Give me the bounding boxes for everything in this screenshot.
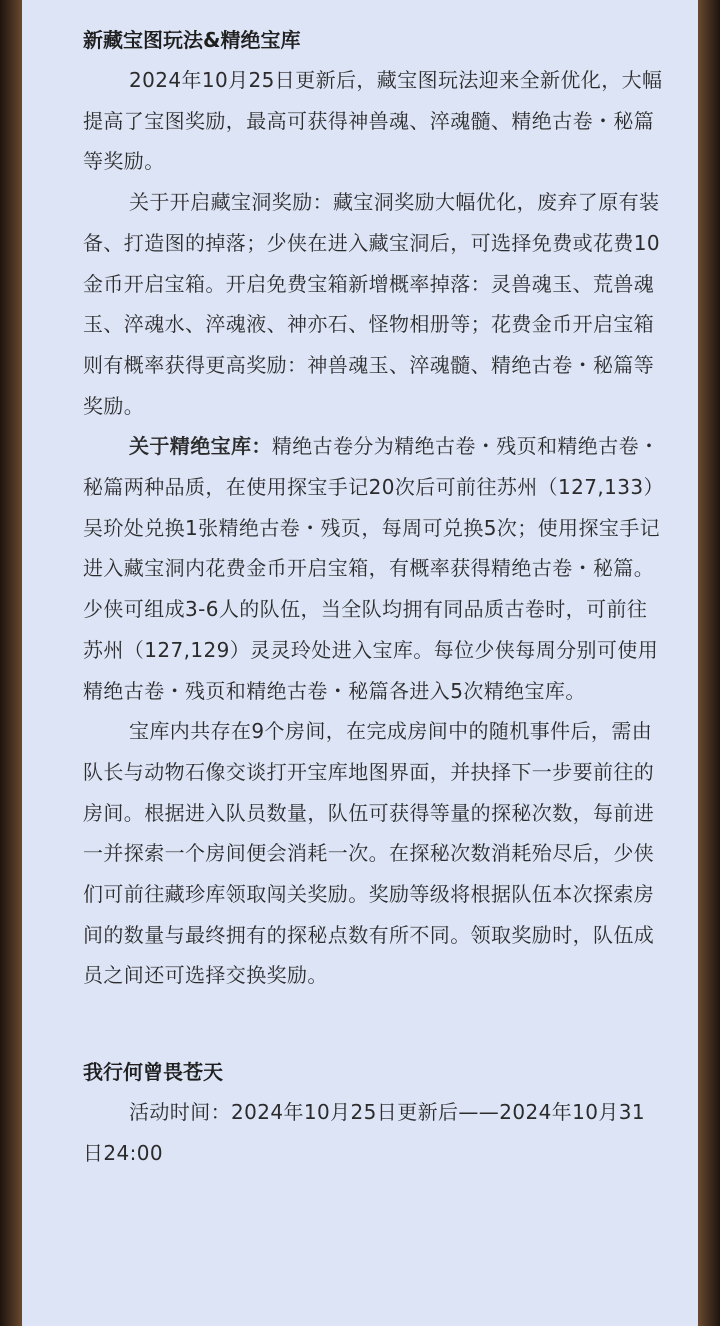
paragraph-lead-bold: 关于精绝宝库： — [129, 434, 272, 459]
paragraph-jingjue-vault — [83, 426, 663, 711]
section-heading-event: 我行何曾畏苍天 — [83, 1060, 223, 1085]
section-spacer — [83, 996, 663, 1052]
paragraph-update-intro: 2024年10月25日更新后，藏宝图玩法迎来全新优化，大幅提高了宝图奖励，最高可获得神兽魂、淬魂髓、精绝古卷・秘篇等奖励。 — [83, 68, 663, 174]
paragraph-cave-rewards: 关于开启藏宝洞奖励：藏宝洞奖励大幅优化，废弃了原有装备、打造图的掉落；少侠在进入藏宝洞后，可选择免费或花费10金币开启宝箱。开启免费宝箱新增概率掉落：灵兽魂玉、荒兽魂玉、淬魂水、淬魂液、神亦石、怪物相册等；花费金币开启宝箱则有概率获得更高奖励：神兽魂玉、淬魂髓、精绝古卷・秘篇等奖励。 — [83, 190, 661, 418]
left-frame-border — [0, 0, 22, 1326]
paragraph-event-time: 活动时间：2024年10月25日更新后——2024年10月31日24:00 — [83, 1100, 645, 1165]
announcement-panel — [22, 0, 698, 1326]
paragraph-vault-rooms: 宝库内共存在9个房间，在完成房间中的随机事件后，需由队长与动物石像交谈打开宝库地图界面，并抉择下一步要前往的房间。根据进入队员数量，队伍可获得等量的探秘次数，每前进一并探索一个房间便会消耗一次。在探秘次数消耗殆尽后，少侠们可前往藏珍库领取闯关奖励。奖励等级将根据队伍本次探索房间的数量与最终拥有的探秘点数有所不同。领取奖励时，队伍成员之间还可选择交换奖励。 — [83, 719, 655, 988]
section-heading-treasure-map: 新藏宝图玩法&精绝宝库 — [83, 28, 301, 52]
right-frame-border — [698, 0, 720, 1326]
announcement-content — [83, 20, 663, 1174]
paragraph-body: 精绝古卷分为精绝古卷・残页和精绝古卷・秘篇两种品质，在使用探宝手记20次后可前往苏州（127,133）吴玠处兑换1张精绝古卷・残页，每周可兑换5次；使用探宝手记进入藏宝洞内花费金币开启宝箱，有概率获得精绝古卷・秘篇。少侠可组成3-6人的队伍，当全队均拥有同品质古卷时，可前往苏州（127,129）灵灵玲处进入宝库。每位少侠每周分别可使用精绝古卷・残页和精绝古卷・秘篇各进入5次精绝宝库。 — [83, 434, 661, 703]
